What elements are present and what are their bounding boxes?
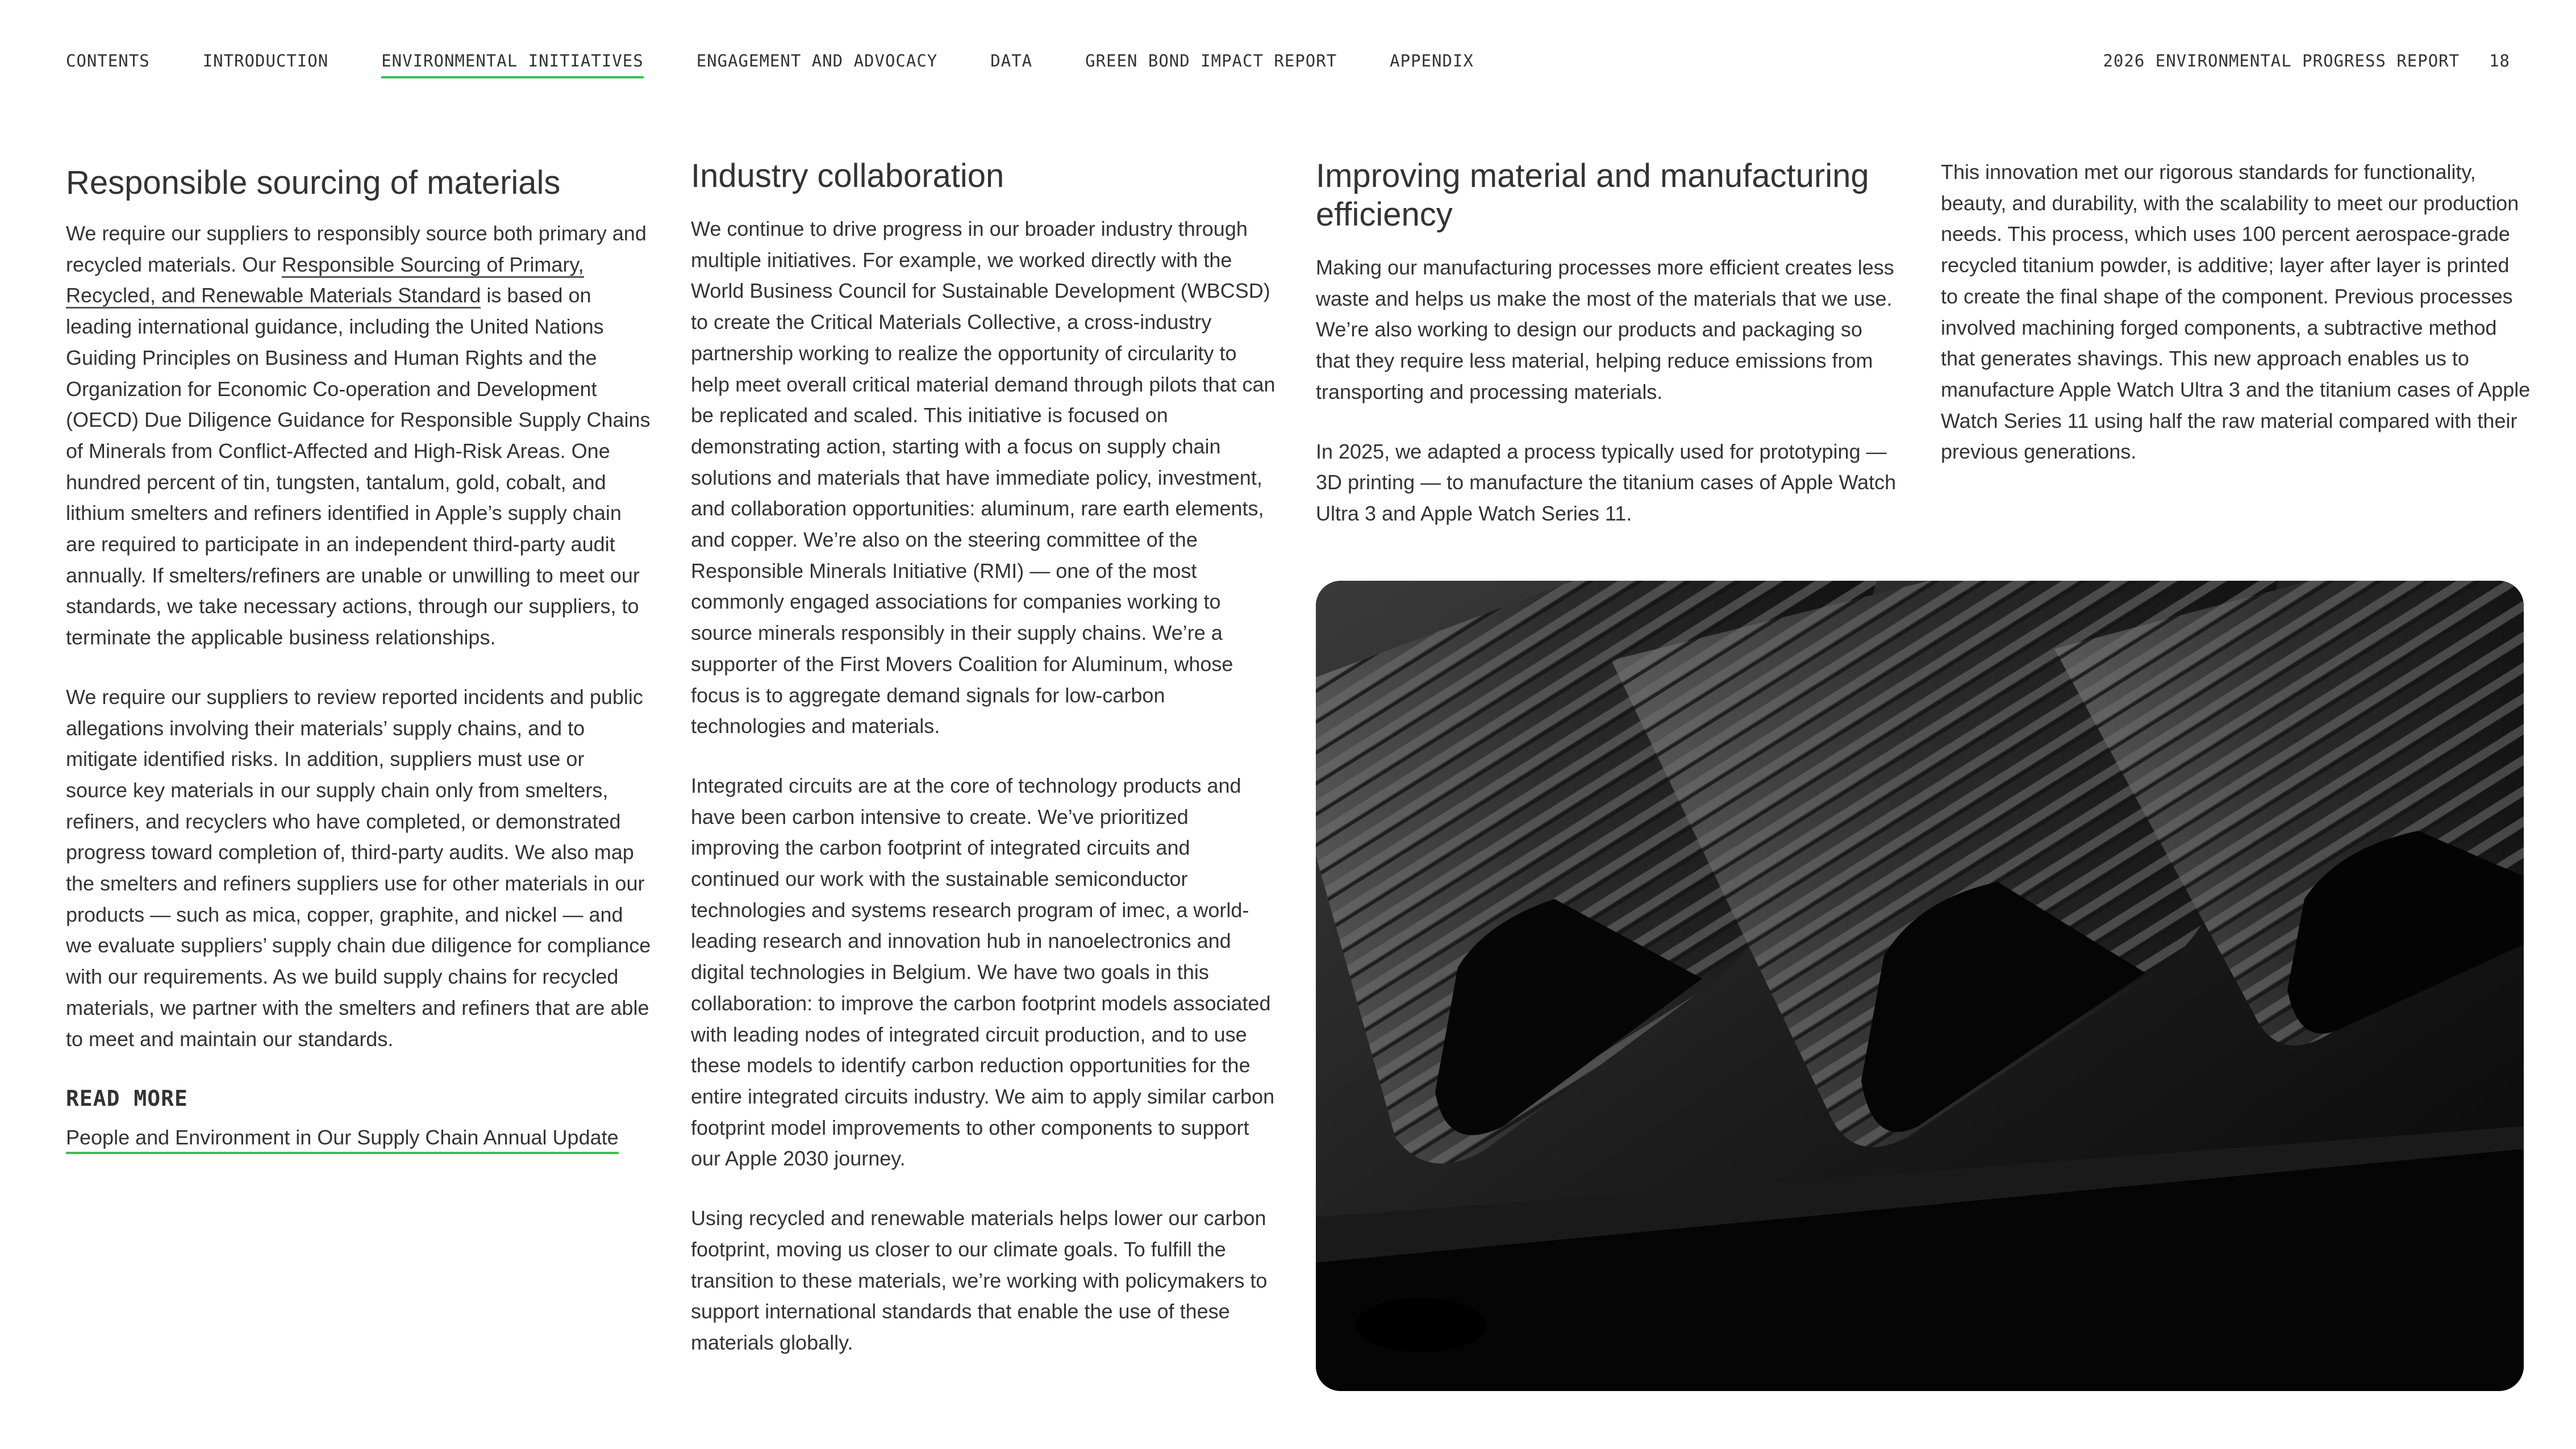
photo-illustration bbox=[1316, 581, 2524, 1391]
heading-manufacturing-efficiency: Improving material and manufacturing efficiency bbox=[1316, 157, 1869, 233]
plate-hole bbox=[1356, 1298, 1486, 1352]
link-sourcing-standard[interactable]: Responsible Sourcing of Primary, Recycled, and Renewable Materials Standard bbox=[66, 253, 584, 309]
column-innovation bbox=[1941, 157, 2532, 496]
paragraph-3d-printing: In 2025, we adapted a process typically used for prototyping — 3D printing — to manufacture the titanium cases of Apple Watch Ultra 3 and Apple Watch Series 11. bbox=[1316, 439, 1896, 525]
link-supply-chain-update[interactable]: People and Environment in Our Supply Chain Annual Update bbox=[66, 1123, 619, 1154]
column-responsible-sourcing bbox=[66, 164, 651, 1154]
column-industry-collaboration bbox=[691, 157, 1276, 1387]
paragraph-sourcing-standard bbox=[66, 218, 651, 653]
read-more-label: READ MORE bbox=[66, 1086, 188, 1111]
top-navigation bbox=[66, 51, 2510, 85]
paragraph-recycled-materials: Using recycled and renewable materials helps lower our carbon footprint, moving us closer to our climate goals. To fulfill the transition to these materials, we’re working with policymakers to support international standards that enable the use of these materials globally. bbox=[691, 1206, 1268, 1354]
nav-item-appendix[interactable]: APPENDIX bbox=[1390, 51, 1474, 70]
nav-item-introduction[interactable]: INTRODUCTION bbox=[202, 51, 329, 70]
nav-list bbox=[66, 51, 1527, 78]
photo-3d-printed-titanium-cases bbox=[1316, 581, 2524, 1391]
paragraph-integrated-circuits: Integrated circuits are at the core of technology products and have been carbon intensive to create. We’ve prioritized improving the carbon footprint of integrated circuits and continued our work with the sustainable semiconductor technologies and systems research program of imec, a world-leading research and innovation hub in nanoelectronics and digital technologies in Belgium. We have two goals in this collaboration: to improve the carbon footprint models associated with leading nodes of integrated circuit production, and to use these models to identify carbon reduction opportunities for the entire integrated circuits industry. We aim to apply similar carbon footprint model improvements to other components to support our Apple 2030 journey. bbox=[691, 773, 1275, 1171]
report-title: 2026 ENVIRONMENTAL PROGRESS REPORT bbox=[2103, 51, 2460, 70]
heading-industry-collaboration: Industry collaboration bbox=[691, 157, 1004, 194]
paragraph-titanium-innovation: This innovation met our rigorous standards for functionality, beauty, and durability, with the scalability to meet our production needs. This process, which uses 100 percent aerospace-grade recycled titanium powder, is additive; layer after layer is printed to create the final shape of the component. Previous processes involved machining forged components, a subtractive method that generates shavings. This new approach enables us to manufacture Apple Watch Ultra 3 and the titanium cases of Apple Watch Series 11 using half the raw material compared with their previous generations. bbox=[1941, 160, 2531, 464]
paragraph-supplier-review: We require our suppliers to review reported incidents and public allegations involving their materials’ supply chains, and to mitigate identified risks. In addition, suppliers must use or source key materials in our supply chain only from smelters, refiners, and recyclers who have completed, or demonstrated progress toward completion of, third-party audits. We also map the smelters and refiners suppliers use for other materials in our products — such as mica, copper, graphite, and nickel — and we evaluate suppliers’ supply chain due diligence for compliance with our requirements. As we build supply chains for recycled materials, we partner with the smelters and refiners that are able to meet and maintain our standards. bbox=[66, 685, 651, 1051]
text-segment: We require our suppliers to responsibly source both primary and recycled materials. Our bbox=[66, 222, 647, 276]
page-number: 18 bbox=[2489, 51, 2510, 70]
paragraph-industry-initiatives: We continue to drive progress in our broader industry through multiple initiatives. For example, we worked directly with the World Business Council for Sustainable Development (WBCSD) to create the Critical Materials Collective, a cross-industry partnership working to realize the opportunity of circularity to help meet overall critical material demand through pilots that can be replicated and scaled. This initiative is focused on demonstrating action, starting with a focus on supply chain solutions and materials that have immediate policy, investment, and collaboration opportunities: aluminum, rare earth elements, and copper. We’re also on the steering committee of the Responsible Minerals Initiative (RMI) — one of the most commonly engaged associations for companies working to source minerals responsibly in their supply chains. We’re a supporter of the First Movers Coalition for Aluminum, whose focus is to aggregate demand signals for low-carbon technologies and materials. bbox=[691, 217, 1276, 738]
nav-item-data[interactable]: DATA bbox=[990, 51, 1033, 70]
paragraph-efficient-processes: Making our manufacturing processes more efficient creates less waste and helps us make the most of the materials that we use. We’re also working to design our products and packaging so that they require less material, helping reduce emissions from transporting and processing materials. bbox=[1316, 256, 1894, 403]
nav-item-contents[interactable]: CONTENTS bbox=[66, 51, 150, 70]
nav-item-environmental-initiatives[interactable]: ENVIRONMENTAL INITIATIVES bbox=[381, 51, 644, 78]
text-segment: is based on leading international guidance, including the United Nations Guiding Principles on Business and Human Rights and the Organization for Economic Co-operation and Development (OECD) Due Diligence Guidance for Responsible Supply Chains of Minerals from Conflict-Affected and High-Risk Areas. One hundred percent of tin, tungsten, tantalum, gold, cobalt, and lithium smelters and refiners identified in Apple’s supply chain are required to participate in an independent third-party audit annually. If smelters/refiners are unable or unwilling to meet our standards, we take necessary actions, through our suppliers, to terminate the applicable business relationships. bbox=[66, 284, 651, 649]
report-header-right bbox=[2103, 51, 2510, 70]
nav-item-green-bond-impact-report[interactable]: GREEN BOND IMPACT REPORT bbox=[1085, 51, 1337, 70]
column-manufacturing-efficiency bbox=[1316, 157, 1901, 558]
nav-item-engagement-and-advocacy[interactable]: ENGAGEMENT AND ADVOCACY bbox=[696, 51, 938, 70]
heading-responsible-sourcing: Responsible sourcing of materials bbox=[66, 164, 561, 201]
